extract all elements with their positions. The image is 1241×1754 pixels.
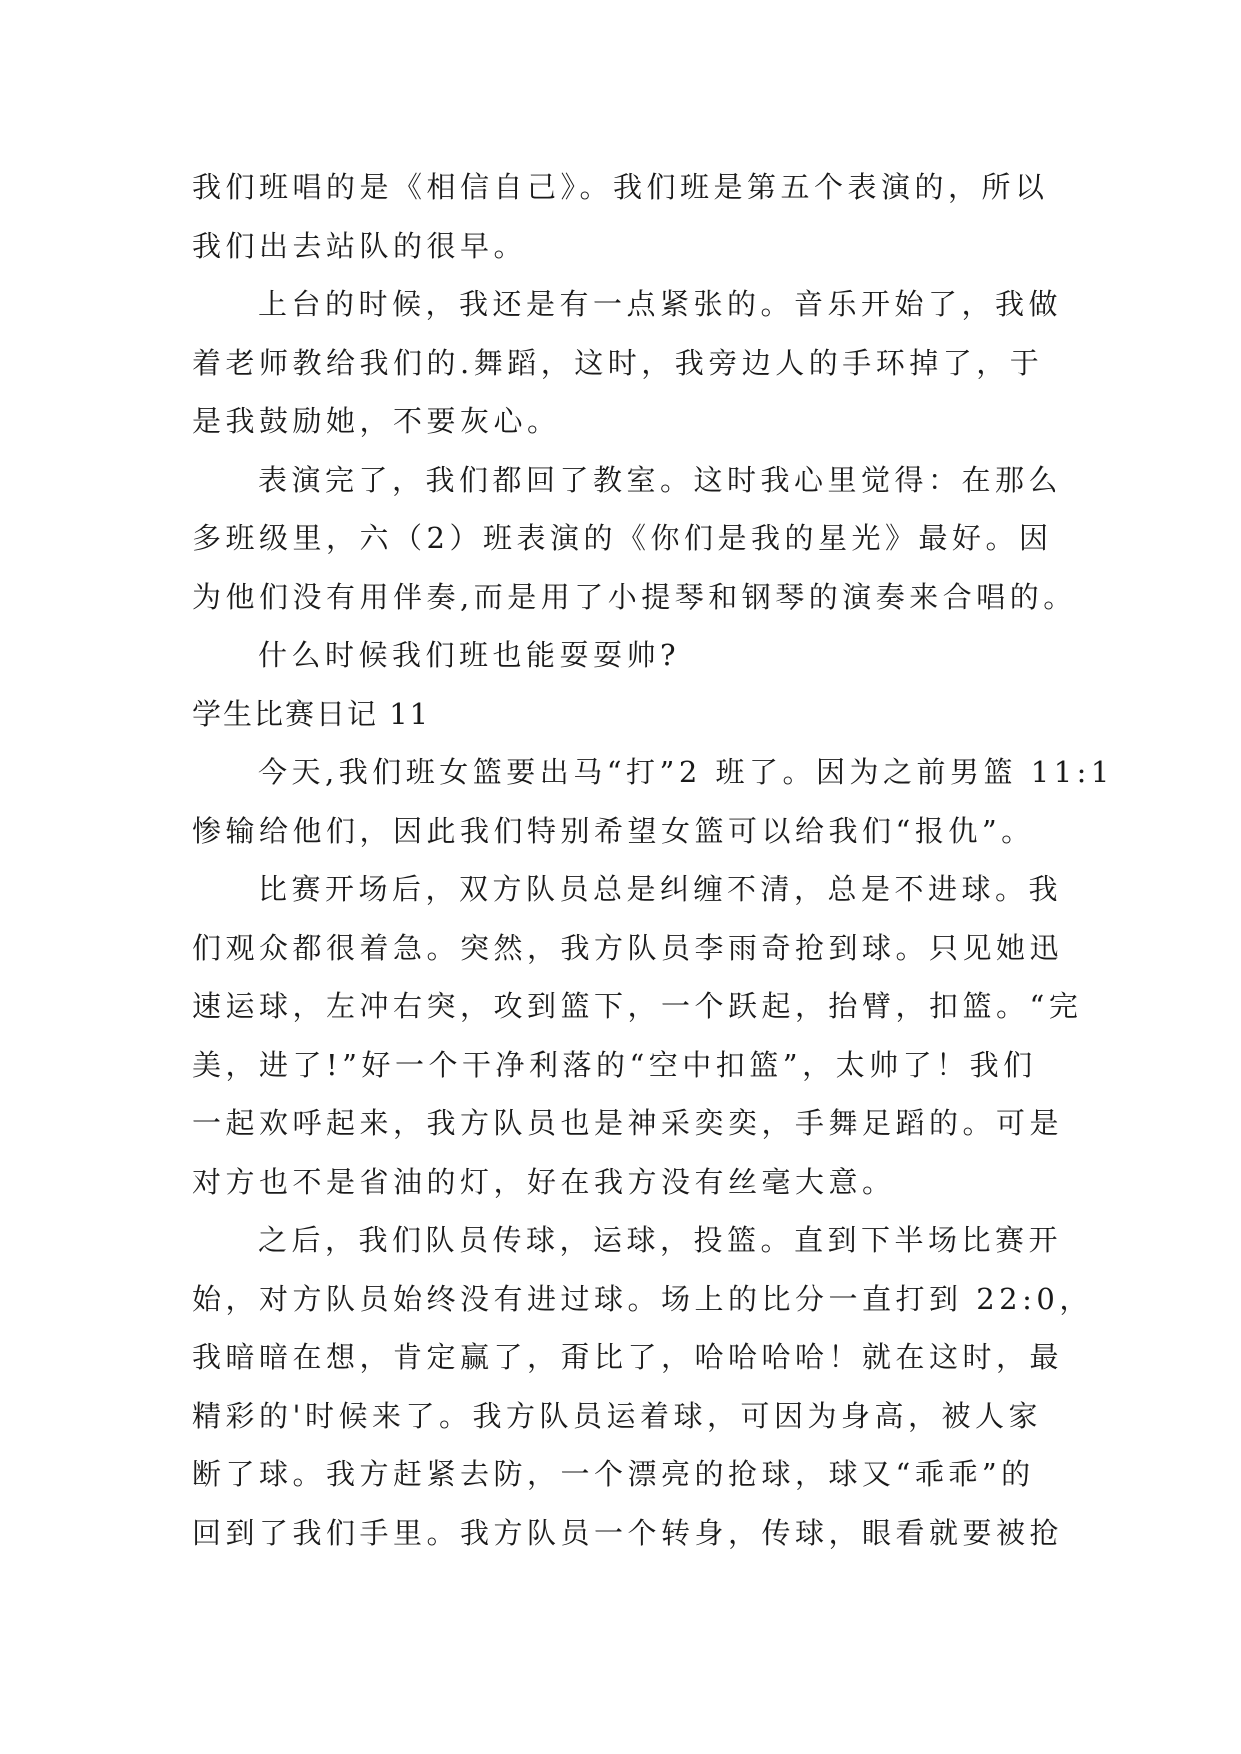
text-line: 我们出去站队的很早。 <box>192 228 528 263</box>
text-line: 我们班唱的是《相信自己》。我们班是第五个表演的，所以 <box>192 170 1049 204</box>
text-line: 什么时候我们班也能耍耍帅? <box>258 638 681 672</box>
text-line: 回到了我们手里。我方队员一个转身，传球，眼看就要被抢 <box>192 1515 1064 1550</box>
text-line: 为他们没有用伴奏,而是用了小提琴和钢琴的演奏来合唱的。 <box>192 579 1077 614</box>
text-line: 断了球。我方赶紧去防，一个漂亮的抢球，球又“乖乖”的 <box>192 1457 1035 1491</box>
text-line: 始，对方队员始终没有进过球。场上的比分一直打到 22:0， <box>192 1281 1093 1316</box>
text-line: 多班级里，六（2）班表演的《你们是我的星光》最好。因 <box>192 521 1053 555</box>
text-line: 一起欢呼起来，我方队员也是神采奕奕，手舞足蹈的。可是 <box>192 1106 1064 1140</box>
text-line: 速运球，左冲右突，攻到篮下，一个跃起，抬臂，扣篮。“完 <box>192 989 1083 1023</box>
text-line: 对方也不是省油的灯，好在我方没有丝毫大意。 <box>192 1164 896 1199</box>
text-line: 精彩的'时候来了。我方队员运着球，可因为身高，被人家 <box>192 1398 1042 1433</box>
text-line: 比赛开场后，双方队员总是纠缠不清，总是不进球。我 <box>258 872 1063 906</box>
text-line: 们观众都很着急。突然，我方队员李雨奇抢到球。只见她迅 <box>192 930 1064 965</box>
text-line: 美，进了!”好一个干净利落的“空中扣篮”，太帅了！我们 <box>192 1047 1037 1082</box>
text-line: 着老师教给我们的.舞蹈，这时，我旁边人的手环掉了，于 <box>192 345 1044 380</box>
text-line: 表演完了，我们都回了教室。这时我心里觉得：在那么 <box>258 462 1063 497</box>
text-line: 我暗暗在想，肯定赢了，甭比了，哈哈哈哈！就在这时，最 <box>192 1340 1064 1374</box>
section-heading: 学生比赛日记 11 <box>192 696 431 731</box>
text-line: 今天,我们班女篮要出马“打”2 班了。因为之前男篮 11:1 <box>258 755 1114 789</box>
text-line: 惨输给他们，因此我们特别希望女篮可以给我们“报仇”。 <box>192 813 1035 848</box>
text-line: 上台的时候，我还是有一点紧张的。音乐开始了，我做 <box>258 287 1063 321</box>
document-body <box>192 158 1114 1562</box>
text-line: 是我鼓励她，不要灰心。 <box>192 404 561 438</box>
text-line: 之后，我们队员传球，运球，投篮。直到下半场比赛开 <box>258 1223 1063 1257</box>
